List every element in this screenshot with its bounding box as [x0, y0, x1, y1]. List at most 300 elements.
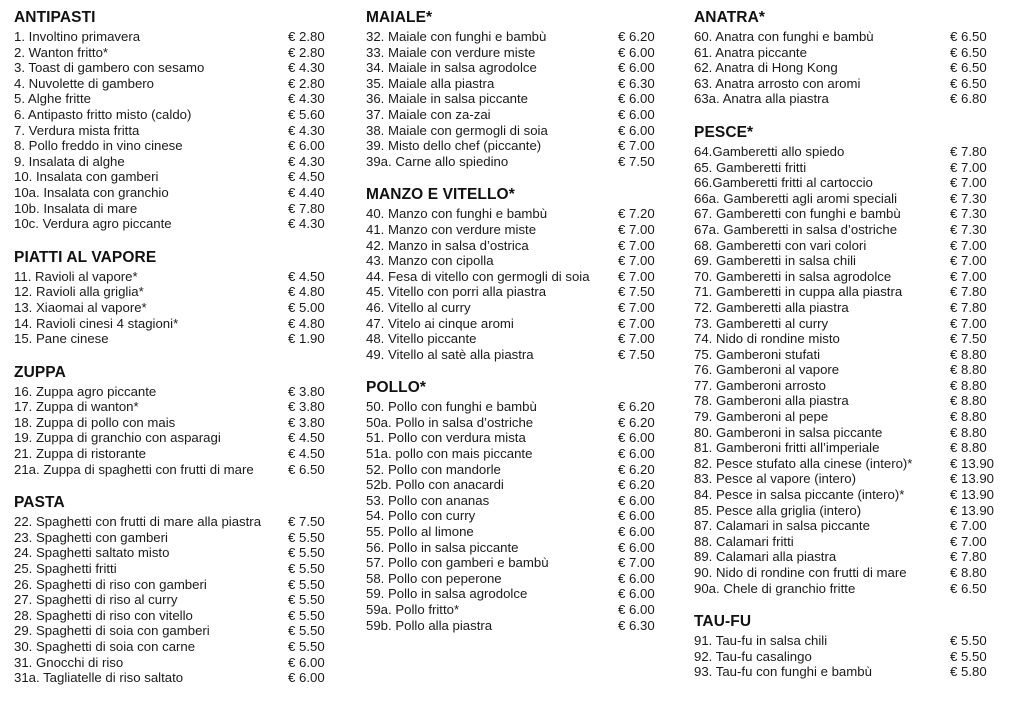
section-title: PASTA — [14, 494, 65, 512]
menu-item — [366, 300, 674, 316]
menu-section — [14, 8, 344, 232]
menu-item — [366, 45, 674, 61]
menu-item-label: 59. Pollo in salsa agrodolce — [366, 586, 528, 602]
menu-item-label: 46. Vitello al curry — [366, 299, 471, 315]
menu-item-price: € 7.00 — [950, 175, 987, 191]
menu-item-label: 90. Nido di rondine con frutti di mare — [694, 565, 907, 580]
menu-item-price: € 5.60 — [288, 106, 325, 122]
menu-item-label: 60. Anatra con funghi e bambù — [694, 29, 874, 44]
menu-item — [14, 169, 344, 185]
menu-item-price: € 7.00 — [618, 555, 655, 571]
menu-item-label: 23. Spaghetti con gamberi — [14, 529, 168, 545]
menu-item — [14, 216, 344, 232]
menu-item-label: 22. Spaghetti con frutti di mare alla piastra — [14, 514, 262, 530]
menu-item-price: € 4.30 — [288, 91, 325, 107]
menu-item-price: € 8.80 — [950, 409, 987, 425]
menu-item — [694, 91, 1012, 107]
menu-item-label: 91. Tau-fu in salsa chili — [694, 633, 828, 649]
menu-item-price: € 13.90 — [950, 455, 994, 471]
menu-item — [14, 201, 344, 217]
menu-item-price: € 6.00 — [618, 44, 655, 60]
menu-item-label: 66a. Gamberetti agli aromi speciali — [694, 190, 898, 206]
menu-item — [366, 91, 674, 107]
menu-item-label: 59a. Pollo fritto* — [366, 602, 460, 617]
menu-item-price: € 13.90 — [950, 502, 994, 518]
menu-item-label: 48. Vitello piccante — [366, 331, 477, 347]
menu-item — [694, 29, 1012, 45]
menu-item-label: 6. Antipasto fritto misto (caldo) — [14, 106, 192, 122]
menu-item — [14, 639, 344, 655]
menu-section — [366, 8, 674, 169]
menu-item-label: 37. Maiale con za-zai — [366, 106, 491, 122]
menu-item-price: € 13.90 — [950, 471, 994, 487]
menu-item-price: € 5.50 — [288, 576, 325, 592]
menu-item-price: € 7.00 — [618, 315, 655, 331]
menu-item — [14, 561, 344, 577]
menu-item-price: € 7.30 — [950, 206, 987, 222]
menu-item-label: 28. Spaghetti di riso con vitello — [14, 607, 193, 623]
menu-item-price: € 7.50 — [950, 331, 987, 347]
menu-item-label: 82. Pesce stufato alla cinese (intero)* — [694, 455, 913, 471]
menu-item-label: 92. Tau-fu casalingo — [694, 648, 812, 664]
menu-item-label: 79. Gamberoni al pepe — [694, 409, 829, 425]
menu-item-label: 14. Ravioli cinesi 4 stagioni* — [14, 315, 179, 331]
menu-item-price: € 6.00 — [618, 446, 655, 462]
menu-item-price: € 6.00 — [618, 492, 655, 508]
menu-item-price: € 6.00 — [288, 138, 325, 154]
menu-item-price: € 5.50 — [288, 607, 325, 623]
menu-item-price: € 5.00 — [288, 299, 325, 315]
menu-item-label: 85. Pesce alla griglia (intero) — [694, 502, 862, 518]
menu-item-price: € 4.50 — [288, 446, 325, 462]
menu-item-price: € 4.30 — [288, 216, 325, 232]
menu-item-list — [14, 514, 344, 686]
menu-item-label: 29. Spaghetti di soia con gamberi — [14, 623, 210, 639]
menu-item-label: 5. Alghe fritte — [14, 91, 91, 107]
menu-item — [14, 384, 344, 400]
menu-item-price: € 6.50 — [950, 580, 987, 596]
menu-item-label: 62. Anatra di Hong Kong — [694, 60, 838, 76]
menu-item — [366, 222, 674, 238]
menu-item-label: 66.Gamberetti fritti al cartoccio — [694, 175, 873, 191]
menu-item-label: 8. Pollo freddo in vino cinese — [14, 138, 183, 154]
menu-item-price: € 8.80 — [950, 362, 987, 378]
menu-item-label: 69. Gamberetti in salsa chili — [694, 253, 856, 269]
menu-item — [366, 399, 674, 415]
menu-item — [14, 608, 344, 624]
menu-item-list — [14, 29, 344, 232]
menu-item-price: € 6.00 — [618, 508, 655, 524]
menu-item-label: 56. Pollo in salsa piccante — [366, 539, 519, 555]
menu-item-label: 51. Pollo con verdura mista — [366, 430, 526, 446]
menu-item-label: 75. Gamberoni stufati — [694, 346, 821, 362]
menu-item — [366, 462, 674, 478]
menu-item-label: 21. Zuppa di ristorante — [14, 446, 146, 462]
menu-section — [694, 8, 1012, 107]
menu-item — [14, 399, 344, 415]
menu-item — [694, 534, 1012, 550]
menu-item-price: € 6.50 — [950, 60, 987, 76]
menu-item — [694, 60, 1012, 76]
menu-item-list — [366, 399, 674, 633]
section-title: ZUPPA — [14, 363, 66, 381]
menu-item — [694, 518, 1012, 534]
menu-item — [14, 123, 344, 139]
menu-item-label: 57. Pollo con gamberi e bambù — [366, 555, 549, 571]
menu-item — [14, 107, 344, 123]
menu-item — [694, 425, 1012, 441]
menu-item-list — [14, 269, 344, 347]
menu-item-label: 16. Zuppa agro piccante — [14, 383, 157, 399]
menu-item-price: € 4.40 — [288, 184, 325, 200]
menu-item-price: € 6.80 — [950, 91, 987, 107]
menu-item — [14, 29, 344, 45]
menu-item — [366, 415, 674, 431]
menu-item-price: € 6.50 — [288, 461, 325, 477]
menu-item — [694, 487, 1012, 503]
menu-item — [366, 347, 674, 363]
menu-item-price: € 6.00 — [618, 602, 655, 617]
menu-item-list — [366, 29, 674, 169]
menu-section — [366, 185, 674, 362]
menu-item-label: 54. Pollo con curry — [366, 508, 476, 524]
menu-item-label: 67a. Gamberetti in salsa d’ostriche — [694, 221, 898, 237]
menu-item-label: 50. Pollo con funghi e bambù — [366, 399, 537, 415]
menu-item — [14, 269, 344, 285]
menu-item — [14, 514, 344, 530]
menu-item-label: 50a. Pollo in salsa d’ostriche — [366, 414, 534, 430]
menu-item-label: 31a. Tagliatelle di riso saltato — [14, 670, 184, 686]
menu-item — [14, 577, 344, 593]
menu-item — [694, 191, 1012, 207]
menu-item-price: € 7.80 — [950, 299, 987, 315]
menu-item — [694, 633, 1012, 649]
menu-item-label: 34. Maiale in salsa agrodolce — [366, 60, 537, 76]
menu-item-label: 10. Insalata con gamberi — [14, 169, 159, 185]
menu-column-0 — [0, 8, 356, 724]
menu-item-label: 10c. Verdura agro piccante — [14, 216, 172, 232]
menu-item-label: 27. Spaghetti di riso al curry — [14, 592, 178, 608]
menu-item — [14, 154, 344, 170]
menu-item-label: 26. Spaghetti di riso con gamberi — [14, 576, 207, 592]
menu-item-list — [14, 384, 344, 478]
menu-item — [366, 571, 674, 587]
section-title: MANZO E VITELLO* — [366, 186, 515, 204]
menu-item-label: 41. Manzo con verdure miste — [366, 221, 537, 237]
section-title: PIATTI AL VAPORE — [14, 248, 157, 266]
menu-item-price: € 5.50 — [288, 623, 325, 639]
menu-item-price: € 6.20 — [618, 29, 655, 44]
menu-item-price: € 7.00 — [950, 159, 987, 175]
menu-item-price: € 6.00 — [288, 670, 325, 686]
menu-item-label: 77. Gamberoni arrosto — [694, 377, 826, 393]
menu-item-label: 38. Maiale con germogli di soia — [366, 122, 548, 138]
menu-item-label: 65. Gamberetti fritti — [694, 159, 807, 175]
menu-item-label: 31. Gnocchi di riso — [14, 654, 124, 670]
menu-item-label: 52. Pollo con mandorle — [366, 461, 501, 477]
menu-item — [14, 284, 344, 300]
menu-item-price: € 6.20 — [618, 399, 655, 415]
menu-item — [366, 430, 674, 446]
menu-item-price: € 5.50 — [288, 561, 325, 577]
menu-item-price: € 6.00 — [288, 654, 325, 670]
menu-item — [694, 378, 1012, 394]
menu-item-price: € 5.50 — [288, 592, 325, 608]
menu-item-label: 64.Gamberetti allo spiedo — [694, 143, 845, 159]
menu-item-price: € 7.00 — [618, 221, 655, 237]
menu-item-label: 33. Maiale con verdure miste — [366, 44, 536, 60]
menu-item — [694, 331, 1012, 347]
menu-item — [694, 565, 1012, 581]
menu-item — [366, 602, 674, 618]
menu-item — [694, 45, 1012, 61]
menu-item-label: 43. Manzo con cipolla — [366, 253, 494, 269]
menu-item-label: 3. Toast di gambero con sesamo — [14, 60, 205, 76]
menu-item-price: € 4.30 — [288, 60, 325, 76]
menu-item-price: € 6.00 — [618, 524, 655, 540]
menu-item-price: € 5.50 — [950, 648, 987, 664]
menu-item — [694, 503, 1012, 519]
menu-item — [366, 586, 674, 602]
menu-item-price: € 2.80 — [288, 75, 325, 91]
menu-item-label: 61. Anatra piccante — [694, 44, 807, 60]
menu-item — [14, 530, 344, 546]
menu-item — [14, 545, 344, 561]
menu-column-2 — [686, 8, 1024, 724]
menu-item — [694, 362, 1012, 378]
menu-item-price: € 5.80 — [950, 664, 987, 680]
menu-item-label: 7. Verdura mista fritta — [14, 122, 140, 138]
menu-item — [694, 347, 1012, 363]
menu-item-label: 18. Zuppa di pollo con mais — [14, 414, 176, 430]
menu-item-price: € 6.30 — [618, 617, 655, 633]
menu-item-price: € 6.00 — [618, 586, 655, 602]
menu-item-price: € 6.50 — [950, 75, 987, 91]
menu-item-label: 25. Spaghetti fritti — [14, 561, 117, 577]
menu-item-price: € 4.50 — [288, 430, 325, 446]
menu-item-price: € 7.00 — [618, 253, 655, 269]
menu-item — [14, 60, 344, 76]
menu-item-price: € 7.50 — [618, 284, 655, 300]
menu-item-label: 24. Spaghetti saltato misto — [14, 545, 170, 561]
menu-item-price: € 7.00 — [618, 138, 655, 154]
menu-item — [694, 253, 1012, 269]
menu-item — [14, 446, 344, 462]
menu-item — [14, 430, 344, 446]
menu-item-label: 45. Vitello con porri alla piastra — [366, 284, 547, 300]
menu-item-label: 83. Pesce al vapore (intero) — [694, 471, 856, 487]
menu-item-label: 21a. Zuppa di spaghetti con frutti di mare — [14, 461, 254, 477]
menu-item — [694, 316, 1012, 332]
menu-item — [694, 549, 1012, 565]
menu-item-price: € 4.30 — [288, 153, 325, 169]
menu-item-label: 63a. Anatra alla piastra — [694, 91, 829, 107]
menu-item — [366, 138, 674, 154]
menu-item-price: € 4.50 — [288, 268, 325, 284]
menu-item-price: € 7.30 — [950, 221, 987, 237]
menu-item — [366, 316, 674, 332]
section-title: ANATRA* — [694, 9, 766, 26]
menu-item-price: € 3.80 — [288, 383, 325, 399]
menu-item-label: 2. Wanton fritto* — [14, 44, 109, 60]
menu-item-price: € 6.00 — [618, 106, 655, 122]
menu-item-list — [694, 144, 1012, 596]
menu-item-price: € 6.00 — [618, 570, 655, 586]
menu-item — [694, 206, 1012, 222]
menu-section — [366, 378, 674, 633]
menu-item-price: € 5.50 — [288, 639, 325, 654]
menu-item-label: 58. Pollo con peperone — [366, 570, 502, 586]
menu-item-price: € 4.80 — [288, 284, 325, 300]
menu-item-label: 11. Ravioli al vapore* — [14, 268, 138, 284]
section-title: PESCE* — [694, 123, 754, 141]
menu-item-price: € 8.80 — [950, 346, 987, 362]
menu-item-price: € 8.80 — [950, 424, 987, 440]
menu-item — [366, 477, 674, 493]
menu-item-price: € 6.20 — [618, 461, 655, 477]
menu-item — [14, 655, 344, 671]
menu-item-list — [366, 206, 674, 362]
menu-item — [366, 154, 674, 170]
menu-item — [366, 331, 674, 347]
section-title: ANTIPASTI — [14, 9, 96, 26]
menu-item — [694, 160, 1012, 176]
menu-item — [14, 462, 344, 478]
menu-item-label: 88. Calamari fritti — [694, 533, 794, 549]
menu-item-price: € 6.00 — [618, 539, 655, 555]
menu-item-label: 39a. Carne allo spiedino — [366, 153, 509, 169]
menu-section — [14, 248, 344, 347]
menu-item-label: 89. Calamari alla piastra — [694, 549, 837, 565]
menu-item-price: € 7.00 — [950, 518, 987, 534]
menu-item-label: 12. Ravioli alla griglia* — [14, 284, 144, 300]
menu-item — [14, 623, 344, 639]
menu-item-price: € 6.20 — [618, 414, 655, 430]
menu-item — [366, 508, 674, 524]
menu-item — [14, 45, 344, 61]
menu-item-price: € 7.00 — [950, 253, 987, 269]
menu-item-label: 35. Maiale alla piastra — [366, 75, 495, 91]
menu-item — [14, 91, 344, 107]
menu-item — [14, 76, 344, 92]
menu-item — [366, 29, 674, 45]
menu-item-label: 17. Zuppa di wanton* — [14, 399, 139, 415]
menu-item-label: 81. Gamberoni fritti all’imperiale — [694, 440, 880, 456]
menu-item — [366, 446, 674, 462]
menu-section — [694, 612, 1012, 680]
menu-item-price: € 4.80 — [288, 315, 325, 331]
menu-item — [14, 300, 344, 316]
menu-item — [14, 592, 344, 608]
menu-item-price: € 4.50 — [288, 169, 325, 185]
menu-item-label: 10a. Insalata con granchio — [14, 184, 169, 200]
menu-item-price: € 7.50 — [288, 514, 325, 530]
menu-item — [694, 175, 1012, 191]
menu-item — [694, 269, 1012, 285]
menu-item-label: 59b. Pollo alla piastra — [366, 617, 493, 633]
menu-item-price: € 7.80 — [950, 549, 987, 565]
menu-item-label: 19. Zuppa di granchio con asparagi — [14, 430, 221, 446]
menu-item-label: 15. Pane cinese — [14, 331, 109, 347]
menu-item-price: € 5.50 — [288, 545, 325, 561]
menu-item-label: 93. Tau-fu con funghi e bambù — [694, 664, 872, 680]
menu-item-price: € 7.00 — [618, 268, 655, 284]
menu-item-label: 78. Gamberoni alla piastra — [694, 393, 849, 409]
menu-item — [366, 253, 674, 269]
menu-item-price: € 7.00 — [950, 315, 987, 331]
menu-item-label: 44. Fesa di vitello con germogli di soia — [366, 268, 590, 284]
menu-item — [694, 144, 1012, 160]
menu-item-price: € 8.80 — [950, 565, 987, 580]
menu-item-label: 47. Vitelo ai cinque aromi — [366, 315, 514, 331]
menu-item-price: € 7.20 — [618, 206, 655, 222]
menu-item — [366, 284, 674, 300]
menu-item-price: € 7.50 — [618, 153, 655, 169]
menu-item — [14, 331, 344, 347]
menu-item — [366, 76, 674, 92]
menu-item-list — [694, 633, 1012, 680]
menu-item-price: € 7.00 — [618, 299, 655, 315]
menu-item — [366, 60, 674, 76]
menu-item — [366, 269, 674, 285]
menu-item-label: 72. Gamberetti alla piastra — [694, 299, 849, 315]
menu-item-price: € 6.50 — [950, 29, 987, 44]
menu-item — [694, 456, 1012, 472]
menu-item-price: € 7.50 — [618, 346, 655, 362]
menu-item-label: 55. Pollo al limone — [366, 524, 474, 540]
menu-item-label: 30. Spaghetti di soia con carne — [14, 639, 196, 654]
menu-item-price: € 2.80 — [288, 44, 325, 60]
menu-item-price: € 7.80 — [950, 284, 987, 300]
menu-item-label: 13. Xiaomai al vapore* — [14, 299, 147, 315]
menu-item-label: 63. Anatra arrosto con aromi — [694, 75, 861, 91]
menu-item-price: € 6.00 — [618, 122, 655, 138]
menu-item-price: € 7.00 — [950, 237, 987, 253]
menu-item — [366, 123, 674, 139]
menu-column-1 — [356, 8, 686, 724]
menu-item-price: € 7.00 — [950, 268, 987, 284]
menu-item-price: € 5.50 — [950, 633, 987, 649]
menu-item — [366, 524, 674, 540]
menu-item-price: € 6.00 — [618, 91, 655, 107]
menu-item-label: 9. Insalata di alghe — [14, 153, 125, 169]
menu-item — [366, 238, 674, 254]
menu-item — [366, 206, 674, 222]
menu-item — [14, 415, 344, 431]
menu-item-price: € 6.00 — [618, 60, 655, 76]
menu-item — [694, 238, 1012, 254]
menu-item-label: 4. Nuvolette di gambero — [14, 75, 155, 91]
menu-item-label: 36. Maiale in salsa piccante — [366, 91, 529, 107]
menu-item-price: € 3.80 — [288, 399, 325, 415]
menu-item-label: 84. Pesce in salsa piccante (intero)* — [694, 487, 905, 503]
menu-item-label: 10b. Insalata di mare — [14, 200, 138, 216]
menu-section — [694, 123, 1012, 596]
menu-item-label: 40. Manzo con funghi e bambù — [366, 206, 548, 222]
menu-item-label: 80. Gamberoni in salsa piccante — [694, 424, 883, 440]
menu-item — [366, 555, 674, 571]
menu-item-price: € 13.90 — [950, 487, 994, 503]
menu-section — [14, 493, 344, 686]
menu-item-label: 1. Involtino primavera — [14, 29, 141, 44]
menu-item-price: € 7.00 — [618, 331, 655, 347]
menu-item-price: € 7.80 — [950, 143, 987, 159]
menu-item-price: € 7.00 — [950, 533, 987, 549]
menu-item — [694, 300, 1012, 316]
menu-item-price: € 1.90 — [288, 331, 325, 347]
section-title: TAU-FU — [694, 613, 752, 631]
menu-item — [366, 618, 674, 634]
